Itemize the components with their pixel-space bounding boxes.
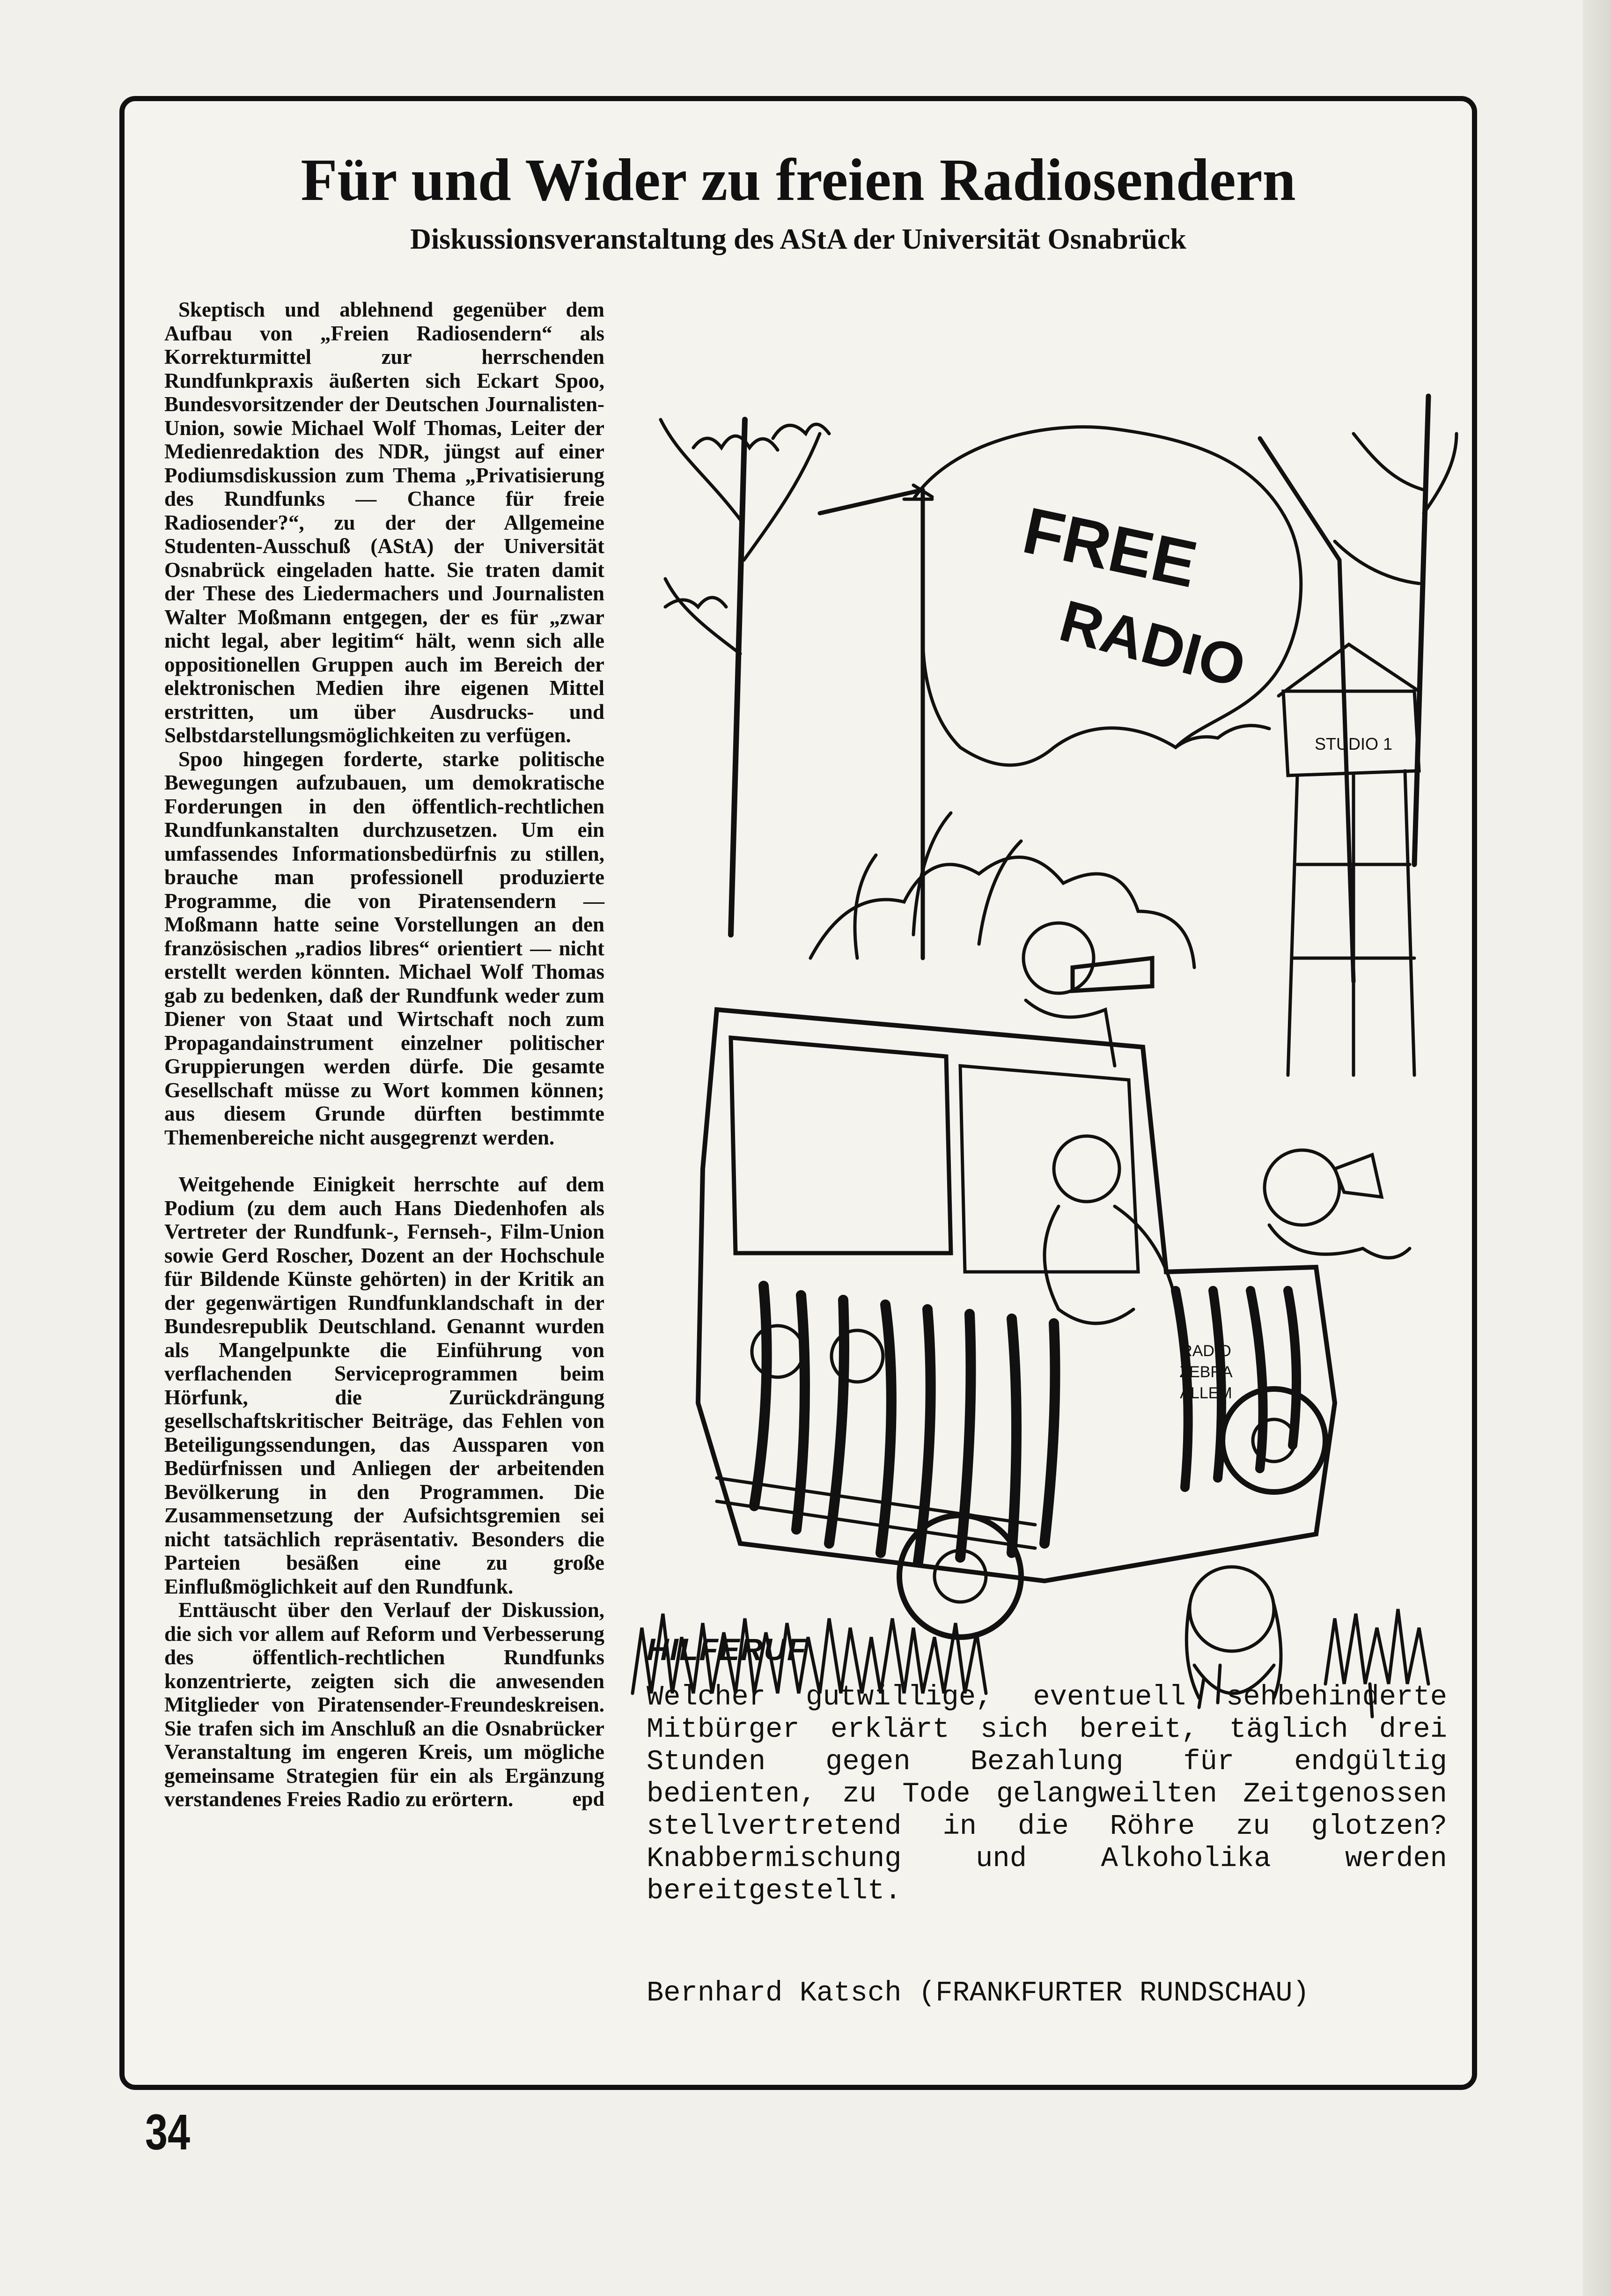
article-paragraph: Skeptisch und ablehnend gegenüber dem Aufbau von „Freien Radiosendern“ als Korrekturmittel zur herrschenden Rundfunkpraxis äußerten sich Eckart Spoo, Bundesvorsitzender der Deutschen Journalisten-Union, sowie Michael Wolf Thomas, Leiter der Medienredaktion des NDR, jüngst auf einer Podiumsdiskussion zum Thema „Privatisierung des Rundfunks — Chance für freie Radiosender?“, zu der der Allgemeine Studenten-Ausschuß (AStA) der Universität Osnabrück eingeladen hatte. Sie traten damit der These des Liedermachers und Journalisten Walter Moßmann entgegen, der es für „zwar nicht legal, aber legitim“ hält, wenn sich alle oppositionellen Gruppen auch im Bereich der elektronischen Medien ihre eigenen Mittel erstritten, um über Ausdrucks- und Selbstdarstellungsmöglichkeiten zu verfügen. — [164, 298, 604, 747]
door-sign-line: RADIO — [1181, 1342, 1231, 1360]
hut-sign: STUDIO 1 — [1314, 734, 1393, 753]
source-credit: epd — [572, 1787, 604, 1810]
article-paragraph: Weitgehende Einigkeit herrschte auf dem Podium (zu dem auch Hans Diedenhofen als Vertreter der Rundfunk-, Fernseh-, Film-Union sowie Gerd Roscher, Dozent an der Hochschule für Bildende Künste gehörten) in der Kritik an der gegenwärtigen Rundfunklandschaft in der Bundesrepublik Deutschland. Genannt wurden als Mangelpunkte die Einführung von verflachenden Serviceprogrammen beim Hörfunk, die Zurückdrängung gesellschaftskritischer Beiträge, das Fehlen von Beteiligungssendungen, das Aussparen von Bedürfnissen und Anliegen der arbeitenden Bevölkerung in den Programmen. Die Zusammensetzung der Aufsichtsgremien sei nicht tatsächlich repräsentativ. Besonders die Parteien besäßen eine zu große Einflußmöglichkeit auf den Rundfunk. — [164, 1173, 604, 1598]
banner-radio: RADIO — [1053, 588, 1252, 700]
free-radio-illustration — [623, 279, 1461, 1747]
subheadline: Diskussionsveranstaltung des AStA der Universität Osnabrück — [410, 223, 1186, 255]
hilferuf-heading: HILFERUF — [647, 1632, 807, 1667]
article-body — [164, 298, 604, 1811]
article-paragraph-text: Enttäuscht über den Verlauf der Diskussion, die sich vor allem auf Reform und Verbesserung des öffentlich-rechtlichen Rundfunks konzentrierte, zeigten sich die anwesenden Mitglieder von Piratensender-Freundeskreisen. Sie trafen sich im Anschluß an die Osnabrücker Veranstaltung im engeren Kreis, um mögliche gemeinsame Strategien für ein als Ergänzung verstandenes Freies Radio zu erörtern. — [164, 1598, 604, 1811]
door-sign-line: ALLEM — [1180, 1384, 1232, 1402]
page-number: 34 — [145, 2104, 191, 2160]
article-paragraph: Spoo hingegen forderte, starke politische Bewegungen aufzubauen, um demokratische Forderungen in den öffentlich-rechtlichen Rundfunkanstalten durchzusetzen. Um ein umfassendes Informationsbedürfnis zu stillen, brauche man professionell produzierte Programme, die von Piratensendern — Moßmann hatte seine Vorstellungen an den französischen „radios libres“ orientiert — nicht erstellt werden könnten. Michael Wolf Thomas gab zu bedenken, daß der Rundfunk weder zum Diener von Staat und Wirtschaft noch zum Propagandainstrument einzelner politischer Gruppierungen werden dürfe. Die gesamte Gesellschaft müsse zu Wort kommen können; aus diesem Grunde dürften bestimmte Themenbereiche nicht ausgegrenzt werden. — [164, 747, 604, 1149]
door-sign-line: ZEBRA — [1179, 1363, 1233, 1381]
article-paragraph — [164, 1598, 604, 1811]
headline: Für und Wider zu freien Radiosendern — [301, 147, 1296, 213]
article-frame — [119, 96, 1477, 2090]
hilferuf-credit: Bernhard Katsch (FRANKFURTER RUNDSCHAU) — [647, 1978, 1309, 2009]
page-edge — [1583, 0, 1611, 2296]
hilferuf-text: Welcher gutwillige, eventuell sehbehinderte Mitbürger erklärt sich bereit, täglich drei Stunden gegen Bezahlung für endgültig bedienten, zu Tode gelangweilten Zeitgenossen stellvertretend in die Röhre zu glotzen? Knabbermischung und Alkoholika werden bereitgestellt. — [647, 1682, 1447, 1907]
banner-free: FREE — [1017, 493, 1204, 602]
